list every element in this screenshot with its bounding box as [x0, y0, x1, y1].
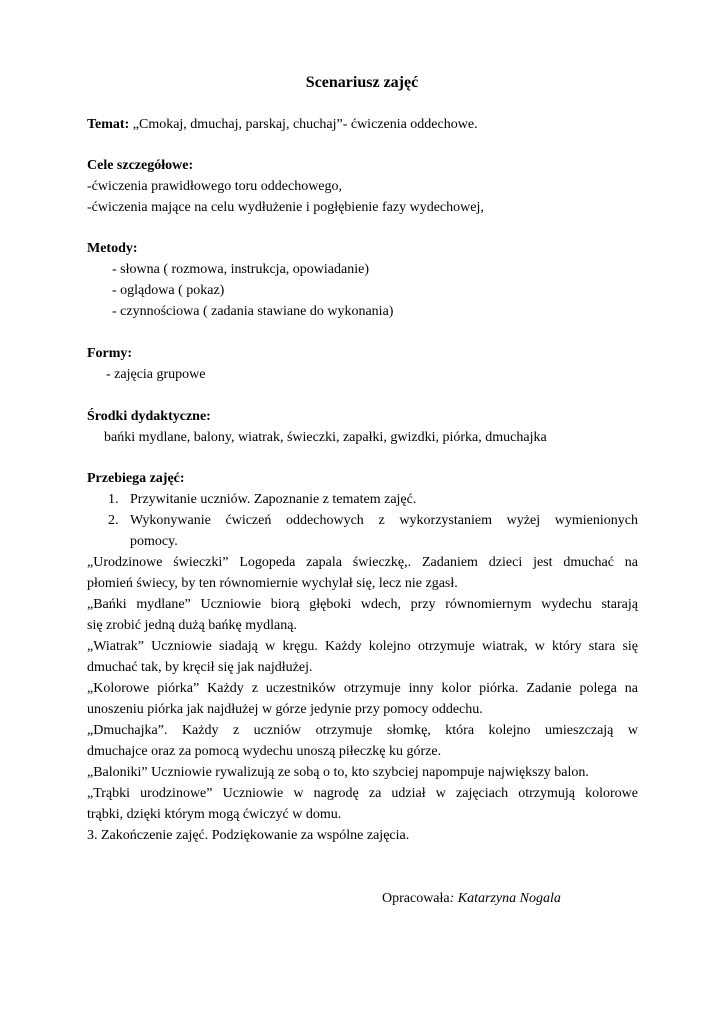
list-number: 2.	[108, 513, 119, 528]
exercise-line: dmuchać tak, by kręcił się jak najdłużej.	[87, 660, 313, 675]
methods-item: - słowna ( rozmowa, instrukcja, opowiadanie)	[112, 262, 369, 277]
signature-label: Opracowała	[382, 891, 450, 906]
procedure-step-continued: pomocy.	[130, 534, 178, 549]
methods-heading: Metody:	[87, 241, 138, 256]
materials-text: bańki mydlane, balony, wiatrak, świeczki, zapałki, gwizdki, piórka, dmuchajka	[104, 430, 547, 445]
exercise-line: się zrobić jedną dużą bańkę mydlaną.	[87, 618, 297, 633]
exercise-line: „Baloniki” Uczniowie rywalizują ze sobą o to, kto szybciej napompuje największy balon.	[87, 765, 589, 780]
goals-item: -ćwiczenia prawidłowego toru oddechowego,	[87, 179, 343, 194]
closing-step: 3. Zakończenie zajęć. Podziękowanie za wspólne zajęcia.	[87, 828, 410, 843]
signature-author: : Katarzyna Nogala	[449, 891, 561, 906]
procedure-step: Wykonywanie ćwiczeń oddechowych z wykorzystaniem wyżej wymienionych	[130, 513, 638, 528]
exercise-line: „Trąbki urodzinowe” Uczniowie w nagrodę za udział w zajęciach otrzymują kolorowe	[87, 786, 638, 801]
topic-label: Temat:	[87, 117, 130, 132]
forms-heading: Formy:	[87, 346, 133, 361]
goals-heading: Cele szczegółowe:	[87, 158, 194, 173]
goals-item: -ćwiczenia mające na celu wydłużenie i pogłębienie fazy wydechowej,	[87, 200, 484, 215]
document-title: Scenariusz zajęć	[305, 74, 419, 91]
methods-item: - oglądowa ( pokaz)	[112, 283, 225, 298]
exercise-line: „Kolorowe piórka” Każdy z uczestników otrzymuje inny kolor piórka. Zadanie polega na	[87, 681, 638, 696]
exercise-line: płomień świecy, by ten równomiernie wychylał się, lecz nie zgasł.	[87, 576, 458, 591]
forms-item: - zajęcia grupowe	[106, 367, 206, 382]
list-number: 1.	[108, 492, 119, 507]
methods-item: - czynnościowa ( zadania stawiane do wykonania)	[112, 304, 394, 319]
topic-text: „Cmokaj, dmuchaj, parskaj, chuchaj”- ćwiczenia oddechowe.	[129, 117, 478, 132]
materials-heading: Środki dydaktyczne:	[87, 409, 211, 424]
procedure-heading: Przebiega zajęć:	[87, 471, 185, 486]
exercise-line: unoszeniu piórka jak najdłużej w górze jedynie przy pomocy oddechu.	[87, 702, 483, 717]
exercise-line: „Wiatrak” Uczniowie siadają w kręgu. Każdy kolejno otrzymuje wiatrak, w który stara się	[87, 639, 638, 654]
signature	[382, 889, 561, 909]
exercise-line: trąbki, dzięki którym mogą ćwiczyć w domu.	[87, 807, 342, 822]
procedure-step: Przywitanie uczniów. Zapoznanie z tematem zajęć.	[130, 492, 417, 507]
exercise-line: „Bańki mydlane” Uczniowie biorą głęboki wdech, przy równomiernym wydechu starają	[87, 597, 638, 612]
exercise-line: „Urodzinowe świeczki” Logopeda zapala świeczkę,. Zadaniem dzieci jest dmuchać na	[87, 555, 638, 570]
topic-line	[87, 115, 478, 135]
exercise-line: dmuchajce oraz za pomocą wydechu unoszą piłeczkę ku górze.	[87, 744, 442, 759]
exercise-line: „Dmuchajka”. Każdy z uczniów otrzymuje słomkę, która kolejno umieszczają w	[87, 723, 638, 738]
